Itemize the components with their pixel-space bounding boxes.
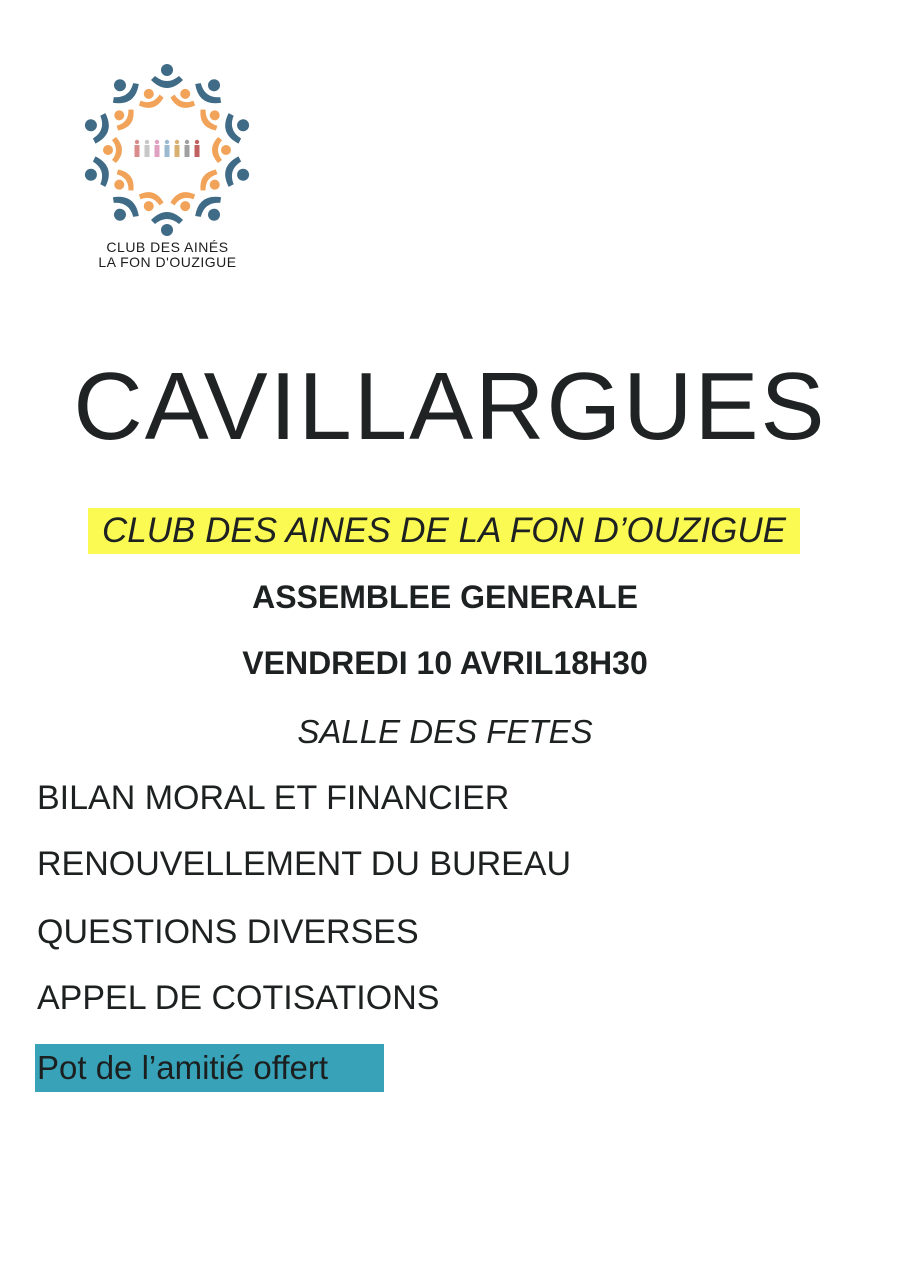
event-datetime: VENDREDI 10 AVRIL18H30 — [242, 645, 648, 681]
agenda-item: BILAN MORAL ET FINANCIER — [37, 779, 510, 817]
club-logo-icon — [70, 62, 265, 237]
club-logo — [70, 62, 265, 282]
event-title: ASSEMBLEE GENERALE — [252, 579, 638, 615]
logo-text-line2: LA FON D'OUZIGUE — [98, 254, 237, 270]
town-title: CAVILLARGUES — [73, 353, 827, 460]
logo-text-line1: CLUB DES AINÉS — [106, 239, 229, 255]
club-name-banner: CLUB DES AINES DE LA FON D’OUZIGUE — [88, 508, 800, 554]
agenda-item: QUESTIONS DIVERSES — [37, 913, 419, 951]
event-venue: SALLE DES FETES — [297, 713, 593, 750]
agenda-item: APPEL DE COTISATIONS — [37, 979, 440, 1017]
closing-note-banner: Pot de l’amitié offert — [35, 1044, 384, 1092]
agenda-item: RENOUVELLEMENT DU BUREAU — [37, 845, 572, 883]
